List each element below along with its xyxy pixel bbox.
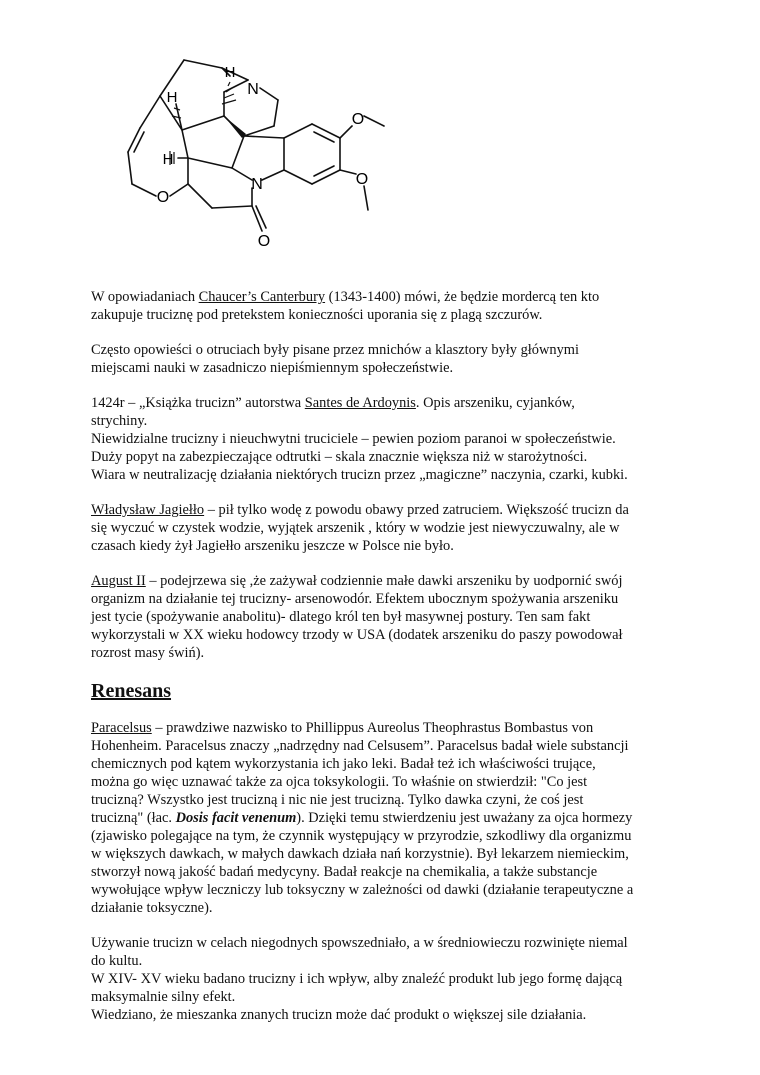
link-wladyslaw-jagiello: Władysław Jagiełło [91, 502, 205, 518]
text-line: rozrost masy świń). [91, 645, 205, 661]
oxygen-label-methoxy-1: O [351, 111, 365, 128]
text: . Opis arszeniku, cyjanków, [415, 395, 575, 411]
link-paracelsus: Paracelsus [91, 720, 152, 736]
link-chaucer: Chaucer’s Canterbury [198, 289, 326, 305]
text: – pił tylko wodę z powodu obawy przed zatruciem. Większość trucizn da [204, 502, 629, 518]
oxygen-label-carbonyl: O [257, 233, 271, 250]
document-body [91, 288, 681, 1041]
text-line: Często opowieści o otruciach były pisane przez mnichów a klasztory były głównymi [91, 342, 579, 358]
text-line: Duży popyt na zabezpieczające odtrutki – skala znacznie większa niż w starożytności. [91, 449, 588, 465]
paragraph-chaucer [91, 288, 681, 324]
link-august-ii: August II [91, 573, 146, 589]
paragraph-medieval-use [91, 934, 681, 1024]
text-line: zakupuje truciznę pod pretekstem konieczności uporania się z plagą szczurów. [91, 307, 543, 323]
nitrogen-label-top: N [247, 81, 259, 98]
text-line: Używanie trucizn w celach niegodnych spowszedniało, a w średniowieczu rozwinięte niemal [91, 935, 628, 951]
text-line: do kultu. [91, 953, 143, 969]
brucine-structure-diagram [112, 46, 412, 254]
text: W opowiadaniach [91, 289, 199, 305]
text: 1424r – „Książka trucizn” autorstwa [91, 395, 305, 411]
text-line: Niewidzialne trucizny i nieuchwytni truciciele – pewien poziom paranoi w społeczeństwie. [91, 431, 616, 447]
text-line: Wiedziano, że mieszanka znanych trucizn może dać produkt o większej sile działania. [91, 1007, 587, 1023]
text-line: trucizną? Wszystko jest trucizną i nic nie jest trucizną. Tylko dawka czyni, że coś jest [91, 792, 584, 808]
oxygen-label-ring: O [156, 189, 170, 206]
text-line: wywołujące wpływ leczniczy lub toksyczny w zależności od dawki (działanie terapeutyczne a [91, 882, 634, 898]
hydrogen-label-2: H [166, 89, 178, 106]
text-line: stworzył nową jakość badań medycyny. Badał reakcje na chemikalia, a także substancje [91, 864, 598, 880]
text-line: miejscami nauki w zasadniczo niepiśmiennym społeczeństwie. [91, 360, 454, 376]
hydrogen-label-1: H [224, 64, 236, 81]
text: trucizną" (łac. [91, 810, 176, 826]
text-line: w większych dawkach, w małych dawkach działa nań korzystnie). Był lekarzem niemieckim, [91, 846, 629, 862]
text-line: jest tycie (spożywanie anabolitu)- dlatego król ten był masywnej postury. Ten sam fakt [91, 609, 591, 625]
text-line: Hohenheim. Paracelsus znaczy „nadrzędny nad Celsusem”. Paracelsus badał wiele substancji [91, 738, 629, 754]
text: (1343-1400) mówi, że będzie mordercą ten kto [325, 289, 600, 305]
text-line: organizm na działanie tej trucizny- arsenowodór. Efektem ubocznym spożywania arszeniku [91, 591, 619, 607]
text-line: można go więc uznawać także za ojca toksykologii. To właśnie on stwierdził: "Co jest [91, 774, 588, 790]
text-line: działanie toksyczne). [91, 900, 213, 916]
text-line: chemicznych pod kątem wykorzystania ich jako leki. Badał też ich właściwości trujące, [91, 756, 596, 772]
text-line: wykorzystali w XX wieku hodowcy trzody w USA (dodatek arszeniku do paszy powodował [91, 627, 623, 643]
paragraph-monks [91, 341, 681, 377]
text: ). Dzięki temu stwierdzeniu jest uważany za ojca hormezy [296, 810, 633, 826]
nitrogen-label-mid: N [251, 176, 263, 193]
text-line: się wyczuć w czystek wodzie, wyjątek arszenik , który w wodzie jest niewyczuwalny, ale w [91, 520, 620, 536]
text-line: (zjawisko polegające na tym, że czynnik występujący w przyrodzie, szkodliwy dla organizmu [91, 828, 632, 844]
text-line: strychiny. [91, 413, 148, 429]
text-line: W XIV- XV wieku badano trucizny i ich wpływ, alby znaleźć produkt lub jego formę dającą [91, 971, 623, 987]
link-santes-de-ardoynis: Santes de Ardoynis [304, 395, 416, 411]
text: – podejrzewa się ,że zażywał codziennie małe dawki arszeniku by uodpornić swój [145, 573, 623, 589]
latin-quote: Dosis facit venenum [175, 810, 297, 826]
hydrogen-label-3: H [162, 151, 174, 168]
text-line: maksymalnie silny efekt. [91, 989, 236, 1005]
paragraph-jagiello [91, 501, 681, 555]
text-line: czasach kiedy żył Jagiełło arszeniku jeszcze w Polsce nie było. [91, 538, 454, 554]
paragraph-book-of-poisons [91, 394, 681, 484]
text: – prawdziwe nazwisko to Phillippus Aureolus Theophrastus Bombastus von [151, 720, 594, 736]
paragraph-august-ii [91, 572, 681, 662]
section-heading-renesans: Renesans [91, 680, 172, 702]
text-line: Wiara w neutralizację działania niektórych trucizn przez „magiczne” naczynia, czarki, kubki. [91, 467, 628, 483]
paragraph-paracelsus [91, 719, 681, 917]
oxygen-label-methoxy-2: O [355, 171, 369, 188]
